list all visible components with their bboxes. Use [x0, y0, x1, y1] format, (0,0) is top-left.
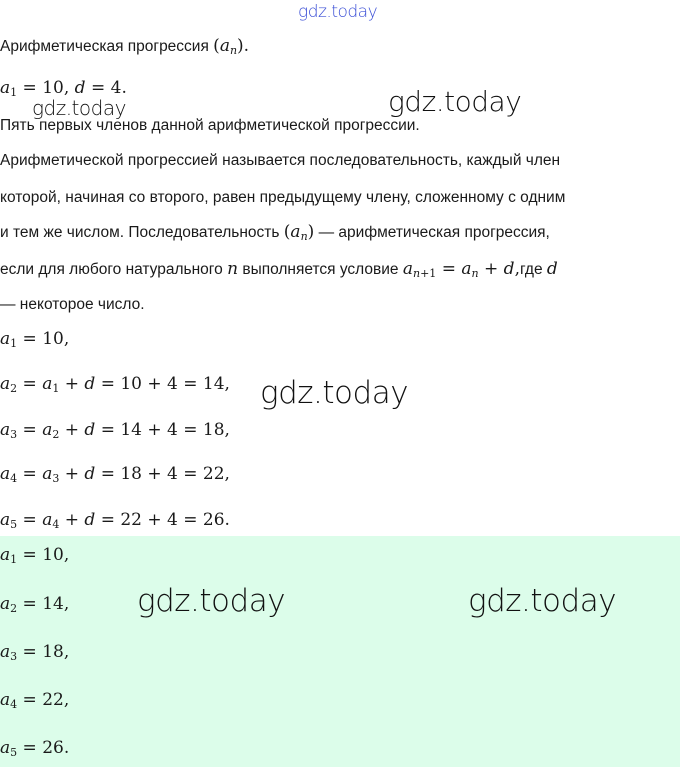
theory-line-1: Арифметической прогрессией называется последовательность, каждый член — [0, 152, 561, 169]
solution-line: $a_5 = a_4 + d = 22 + 4 = 26$. — [0, 510, 230, 531]
theory-line-5: — некоторое число. — [0, 296, 145, 313]
answer-line: $a_4 = 22$, — [0, 690, 70, 711]
solution-line: $a_3 = a_2 + d = 14 + 4 = 18$, — [0, 420, 230, 441]
solution-line: $a_1 = 10$, — [0, 329, 70, 350]
problem-statement: Арифметическая прогрессия $(a_n)$. — [0, 36, 250, 57]
sequence-sub: n — [229, 44, 238, 57]
answer-box — [0, 536, 680, 767]
solution-line: $a_4 = a_3 + d = 18 + 4 = 22$, — [0, 464, 230, 485]
answer-line: $a_2 = 14$, — [0, 594, 70, 615]
watermark: gdz.today — [388, 85, 522, 118]
answer-line: $a_3 = 18$, — [0, 642, 70, 663]
answer-line: $a_1 = 10$, — [0, 545, 70, 566]
answer-line: $a_5 = 26$. — [0, 738, 70, 759]
watermark: gdz.today — [468, 583, 617, 619]
task-text: Пять первых членов данной арифметической прогрессии. — [0, 117, 420, 134]
sequence-label: Арифметическая прогрессия — [0, 38, 209, 55]
given-a1: 10 — [42, 78, 64, 98]
watermark: gdz.today — [137, 583, 286, 619]
watermark-top: gdz.today — [298, 2, 378, 22]
given-d: 4 — [110, 78, 122, 98]
theory-line-3: и тем же числом. Последовательность $(a_n)$ — арифметическая прогрессия, — [0, 222, 550, 243]
theory-line-2: которой, начиная со второго, равен предыдущему члену, сложенному с одним — [0, 189, 566, 206]
theory-line-4: если для любого натурального n выполняется условие $a_{n+1} = a_n + d,где$ d — [0, 259, 558, 280]
watermark: gdz.today — [260, 375, 409, 411]
given-values: $a_1 = 10$, d = 4. — [0, 78, 127, 99]
sequence-var: a — [219, 36, 230, 56]
watermark: gdz.today — [32, 96, 126, 120]
solution-line: $a_2 = a_1 + d = 10 + 4 = 14$, — [0, 374, 230, 395]
